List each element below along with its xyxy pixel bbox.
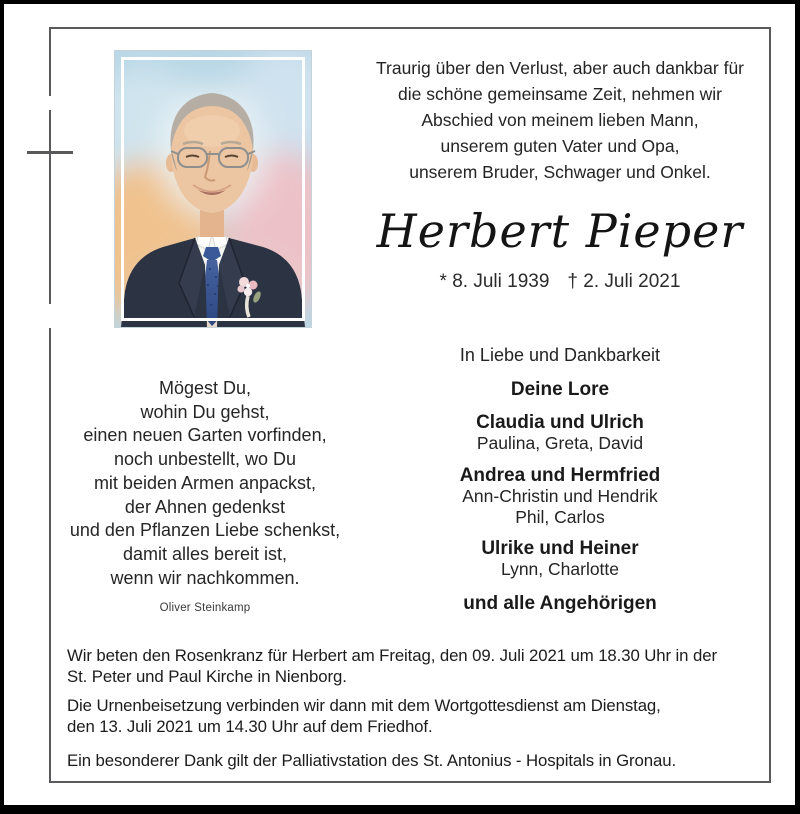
dedication-text: In Liebe und Dankbarkeit [459,345,661,365]
portrait-illustration [115,51,311,327]
notice-line: Die Urnenbeisetzung verbinden wir dann mit dem Wortgottesdienst am Dienstag, [67,696,661,715]
intro-line: die schöne gemeinsame Zeit, nehmen wir [398,84,722,104]
deceased-name: Herbert Pieper [376,204,744,258]
notice-line: Ein besonderer Dank gilt der Palliativstation des St. Antonius - Hospitals in Gronau. [67,751,677,770]
poem-line: damit alles bereit ist, [122,543,288,564]
intro-line: Abschied von meinem lieben Mann, [421,110,699,130]
cross-icon [27,151,73,154]
notice-paragraph [67,645,747,687]
frame-gap-above-cross [47,96,53,110]
notice-paragraph [67,695,747,737]
intro-text [345,55,775,185]
outer-border-top [0,0,800,4]
poem-line: der Ahnen gedenkst [124,496,286,517]
mourner-group-sub: Lynn, Charlotte [500,559,620,579]
frame-gap-below-cross [47,304,53,328]
poem [50,377,360,621]
mourner-group-main: Ulrike und Heiner [481,538,639,559]
mourner-group-sub: Paulina, Greta, David [476,433,644,453]
poem-line: einen neuen Garten vorfinden, [83,425,327,446]
notice-paragraph [67,750,747,771]
outer-border-right [795,0,800,814]
outer-border-bottom [0,805,800,814]
poem-author: Oliver Steinkamp [159,602,251,615]
mourner-group-sub: Ann-Christin und Hendrik [462,486,658,506]
outer-border-left [0,0,4,814]
notice-line: St. Peter und Paul Kirche in Nienborg. [67,667,347,686]
poem-line: Mögest Du, [158,378,252,398]
mourner-group-main: und alle Angehörigen [463,593,657,614]
poem-line: mit beiden Armen anpackst, [93,472,317,493]
notice-line: den 13. Juli 2021 um 14.30 Uhr auf dem Friedhof. [67,717,433,736]
notice-line: Wir beten den Rosenkranz für Herbert am Freitag, den 09. Juli 2021 um 18.30 Uhr in der [67,646,717,665]
intro-line: Traurig über den Verlust, aber auch dankbar für [375,58,745,78]
mourner-group-main: Andrea und Hermfried [459,465,661,486]
poem-line: wohin Du gehst, [140,401,270,422]
poem-line: und den Pflanzen Liebe schenkst, [69,520,341,541]
service-notices [67,645,747,771]
poem-line: noch unbestellt, wo Du [113,449,297,470]
mourner-group-main: Claudia und Ulrich [476,412,644,433]
intro-line: unserem Bruder, Schwager und Onkel. [409,162,711,182]
intro-line: unserem guten Vater und Opa, [440,136,680,156]
mourner-group-sub: Phil, Carlos [515,507,605,527]
life-dates [345,271,775,293]
mourners-column [345,345,775,614]
mourner-group-main: Deine Lore [510,379,610,400]
portrait-photo [114,50,312,328]
birth-date: * 8. Juli 1939 [439,271,550,292]
poem-line: wenn wir nachkommen. [110,567,300,588]
death-date: † 2. Juli 2021 [567,271,681,292]
